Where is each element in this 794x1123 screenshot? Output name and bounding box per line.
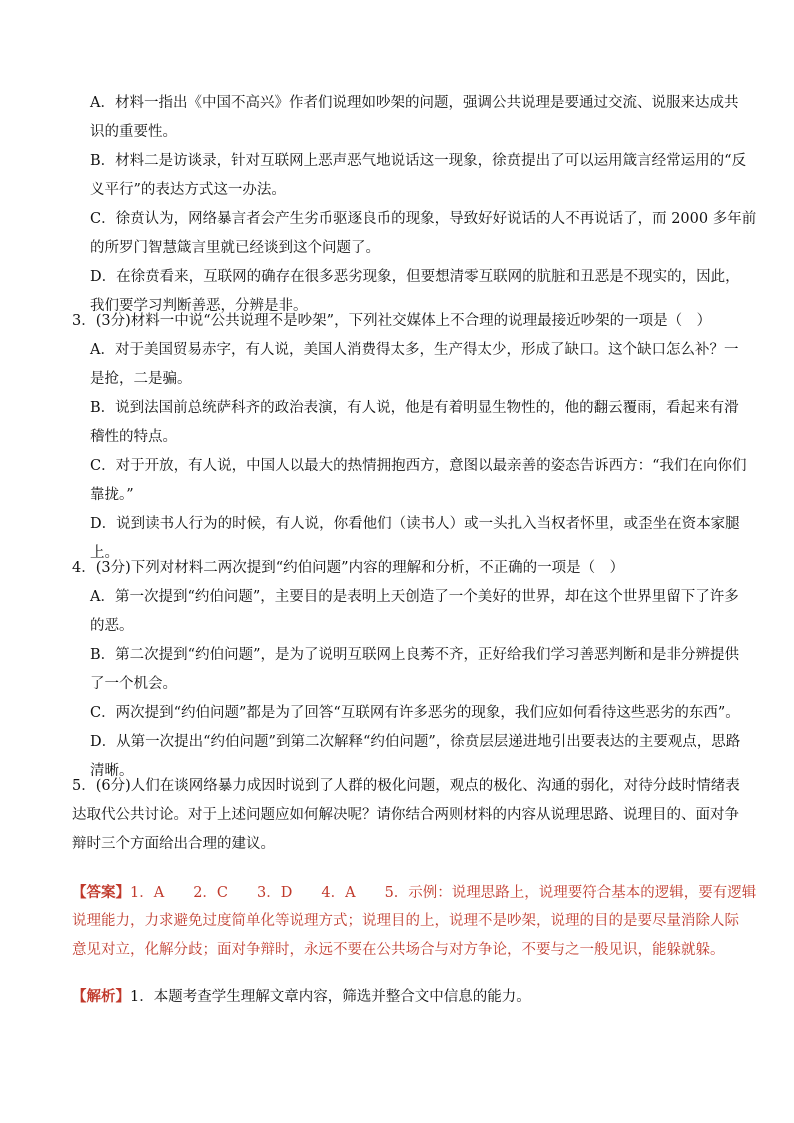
answer-line3: 意见对立，化解分歧；面对争辩时，永远不要在公共场合与对方争论，不要与之一般见识，能躲就躲。 [72,942,725,958]
q2-option-c-line2: 的所罗门智慧箴言里就已经谈到这个问题了。 [90,240,380,256]
q5-stem [0,772,794,859]
q3-option-b-line2: 稽性的特点。 [90,429,177,445]
q4-stem-text: 4．(3分)下列对材料二两次提到“约伯问题”内容的理解和分析，不正确的一项是（ ） [72,560,625,576]
q3-option-c-line2: 靠拢。” [90,487,134,503]
answer-text-line1: 1．A 2．C 3．D 4．A 5．示例：说理思路上，说理要符合基本的逻辑，要有逻辑 [130,885,757,901]
q4-option-b-line1: B．第二次提到“约伯问题”，是为了说明互联网上良莠不齐，正好给我们学习善恶判断和是非分辨提供 [90,647,739,663]
q3-option-a-line2: 是抢，二是骗。 [90,371,192,387]
q3-option-a-line1: A．对于美国贸易赤字，有人说，美国人消费得太多，生产得太少，形成了缺口。这个缺口怎么补？一 [90,342,739,358]
analysis-text: 1．本题考查学生理解文章内容，筛选并整合文中信息的能力。 [130,989,531,1005]
q2-option-d-line1: D．在徐贲看来，互联网的确存在很多恶劣现象，但要想清零互联网的肮脏和丑恶是不现实的，因此， [90,269,740,285]
q4-option-b-line2: 了一个机会。 [90,676,177,692]
q3-option-d-line1: D．说到读书人行为的时候，有人说，你看他们（读书人）或一头扎入当权者怀里，或歪坐在资本家腿 [90,516,740,532]
q3-option-c-line1: C．对于开放，有人说，中国人以最大的热情拥抱西方，意图以最亲善的姿态告诉西方：“我们在向你们 [90,458,747,474]
q4-option-c-line1: C．两次提到“约伯问题”都是为了回答“互联网有许多恶劣的现象，我们应如何看待这些恶劣的东西”。 [90,705,740,721]
q2-options [0,89,794,321]
q4-option-a-line2: 的恶。 [90,618,134,634]
q2-option-a-line2: 识的重要性。 [90,124,177,140]
q3-option-b-line1: B．说到法国前总统萨科齐的政治表演，有人说，他是有着明显生物性的，他的翻云覆雨，看起来有滑 [90,400,739,416]
analysis-label: 【解析】 [72,988,130,1005]
answer-line2: 说理能力，力求避免过度简单化等说理方式；说理目的上，说理不是吵架，说理的目的是要尽量消除人际 [72,913,739,929]
q2-option-b-line2: 义平行”的表达方式这一办法。 [90,182,286,198]
q5-line2: 达取代公共讨论。对于上述问题应如何解决呢？请你结合两则材料的内容从说理思路、说理目的、面对争 [72,807,739,823]
answer-block [0,878,794,965]
analysis-line [0,982,794,1011]
q4-options [0,583,794,786]
q2-option-d-line2: 我们要学习判断善恶，分辨是非。 [90,298,308,314]
q3-options [0,336,794,568]
q3-stem-text: 3．(3分)材料一中说“公共说理不是吵架”，下列社交媒体上不合理的说理最接近吵架的一项是（ ） [72,313,712,329]
answer-label: 【答案】 [72,884,130,901]
q4-option-a-line1: A．第一次提到“约伯问题”，主要目的是表明上天创造了一个美好的世界，却在这个世界里留下了许多 [90,589,739,605]
q5-line1: 5．(6分)人们在谈网络暴力成因时说到了人群的极化问题，观点的极化、沟通的弱化，对待分歧时情绪表 [72,778,740,794]
q2-option-a-line1: A．材料一指出《中国不高兴》作者们说理如吵架的问题，强调公共说理是要通过交流、说服来达成共 [90,95,739,111]
q4-stem [0,554,794,583]
q4-option-d-line1: D．从第一次提出“约伯问题”到第二次解释“约伯问题”，徐贲层层递进地引出要表达的主要观点，思路 [90,734,741,750]
q5-line3: 辩时三个方面给出合理的建议。 [72,836,275,852]
q3-option-d-line2: 上。 [90,545,119,561]
q2-option-b-line1: B．材料二是访谈录，针对互联网上恶声恶气地说话这一现象，徐贲提出了可以运用箴言经常运用的“反 [90,153,747,169]
answer-line1 [0,878,794,907]
analysis-block [0,982,794,1011]
q3-stem [0,307,794,336]
q2-option-c-line1: C．徐贲认为，网络暴言者会产生劣币驱逐良币的现象，导致好好说话的人不再说话了，而 2000 多年前 [90,211,757,227]
q4-option-d-line2: 清晰。 [90,763,134,779]
